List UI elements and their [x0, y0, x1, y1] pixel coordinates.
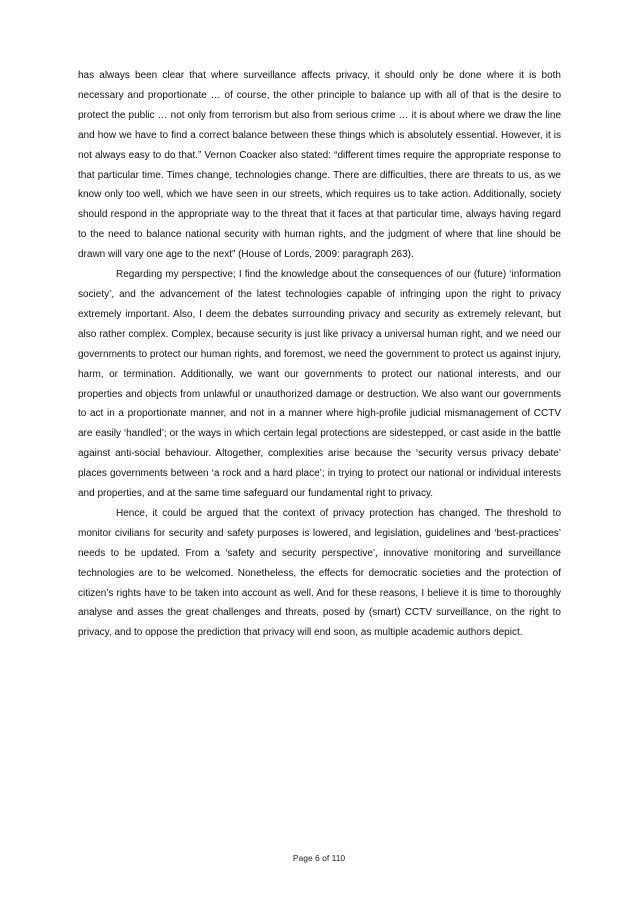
paragraph-perspective: Regarding my perspective; I find the knowledge about the consequences of our (future) ‘information society’, and the advancement of the latest technologies capable of infringing upon the right to privacy extremely important. Also, I deem the debates surrounding privacy and security as extremely relevant, but also rather complex. Complex, because security is just like privacy a universal human right, and we need our governments to protect our human rights, and foremost, we need the government to protect us against injury, harm, or termination. Additionally, we want our governments to protect our national interests, and our properties and objects from unlawful or unauthorized damage or destruction. We also want our governments to act in a proportionate manner, and not in a manner where high-profile judicial mismanagement of CCTV are easily ‘handled’; or the ways in which certain legal protections are sidestepped, or cast aside in the battle against anti-social behaviour. Altogether, complexities arise because the ‘security versus privacy debate’ places governments between ‘a rock and a hard place’; in trying to protect our national or individual interests and properties, and at the same time safeguard our fundamental right to privacy.	[78, 269, 561, 500]
paragraph-conclusion: Hence, it could be argued that the context of privacy protection has changed. The threshold to monitor civilians for security and safety purposes is lowered, and legislation, guidelines and ‘best-practices’ needs to be updated. From a ‘safety and security perspective’, innovative monitoring and surveillance technologies are to be welcomed. Nonetheless, the effects for democratic societies and the protection of citizen’s rights have to be taken into account as well. And for these reasons, I believe it is time to thoroughly analyse and asses the great challenges and threats, posed by (smart) CCTV surveillance, on the right to privacy, and to oppose the prediction that privacy will end soon, as multiple academic authors depict.	[78, 507, 561, 639]
paragraph-quote-continuation: has always been clear that where surveillance affects privacy, it should only be done where it is both necessary and proportionate … of course, the other principle to balance up with all of that is the desire to protect the public … not only from terrorism but also from serious crime … it is about where we draw the line and how we have to find a correct balance between these things which is absolutely essential. However, it is not always easy to do that.” Vernon Coacker also stated: “different times require the appropriate response to that particular time. Times change, technologies change. There are difficulties, there are threats to us, as we know only too well, which we have seen in our streets, which requires us to take action. Additionally, society should respond in the appropriate way to the threat that it faces at that particular time, always having regard to the need to balance national security with human rights, and the judgment of where that line should be drawn will vary one age to the next” (House of Lords, 2009: paragraph 263).	[78, 70, 561, 261]
body-text	[78, 66, 561, 643]
page-number-footer: Page 6 of 110	[292, 853, 346, 863]
